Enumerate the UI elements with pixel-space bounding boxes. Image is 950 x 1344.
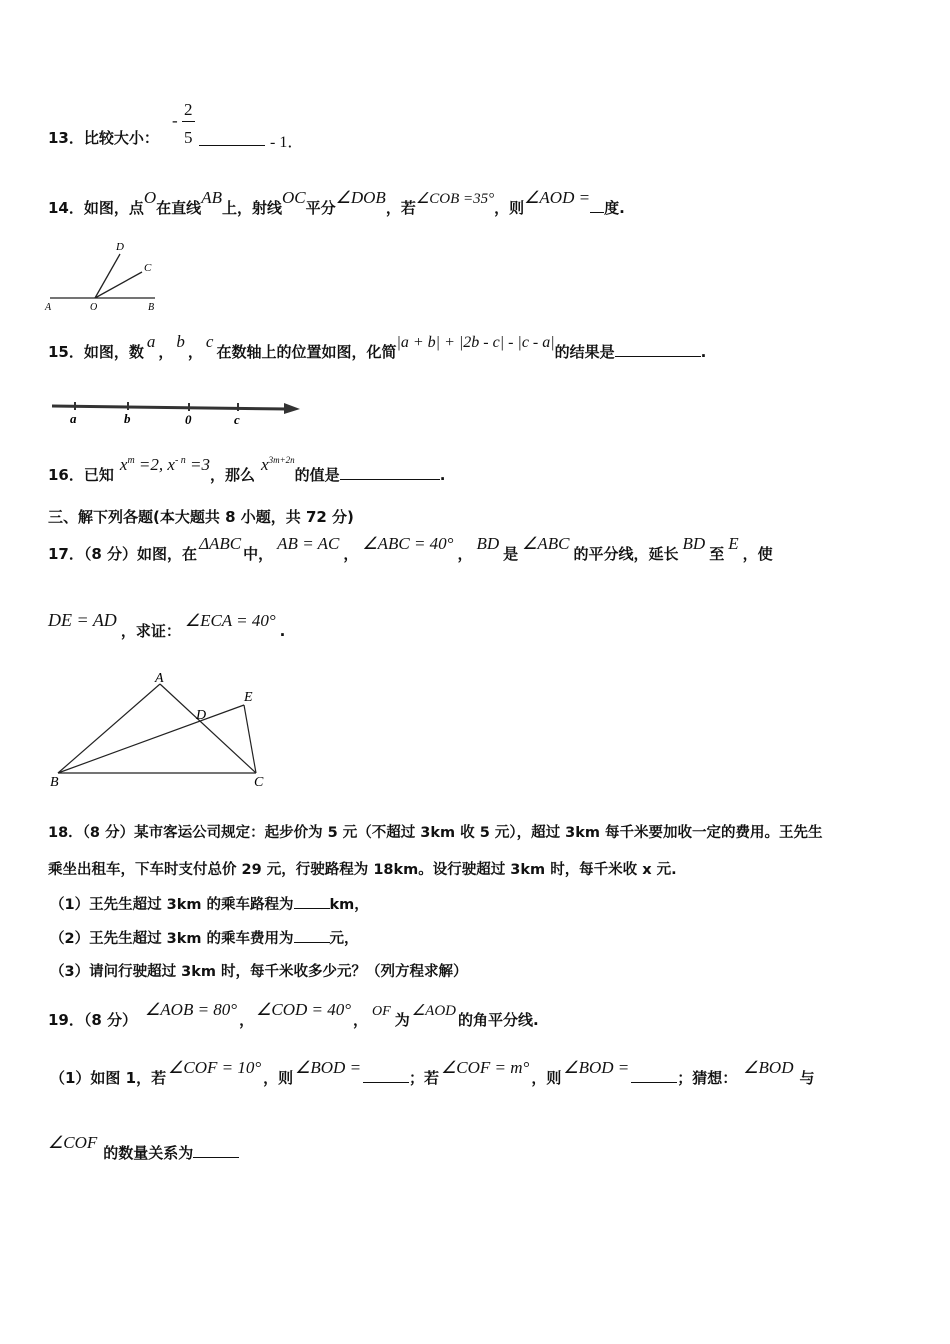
q17-side-ac [160,684,256,773]
q17-line-1 [48,534,773,564]
q13-line [48,128,159,148]
q17-text-6: ，使 [742,545,773,563]
q15-line [48,332,707,363]
q19-angle-aob: ∠AOB = 80° [145,1000,238,1019]
q15-text-2: 在数轴上的位置如图，化简 [216,343,397,361]
q19-line-3 [48,1133,239,1163]
q13-number: 13． [48,129,84,147]
q15-axis [52,406,288,409]
q18-part-1-unit: km， [329,897,369,913]
q19-blank-2[interactable] [631,1068,677,1083]
q19-points: （8 分） [83,1011,138,1029]
q15-end: . [700,343,707,361]
q13-text: 比较大小： [83,129,159,147]
q19-text-2: 的角平分线. [458,1011,539,1029]
q17-text-2: 中， [243,545,274,563]
q17-line-2 [48,610,286,641]
q19-bod-2: ∠BOD = [563,1058,630,1077]
q15-text-1: 如图，数 [83,343,144,361]
q13-frac-num: 2 [184,100,193,119]
q19-p1-text-1: （1）如图 1，若 [50,1069,167,1087]
q14-angle-dob: ∠DOB [335,188,386,207]
q14-ray-oc: OC [281,188,306,207]
section3-title: 三、解下列各题(本大题共 8 小题，共 72 分) [48,508,354,526]
q17-eq-de-ad: DE = AD [48,610,117,630]
q19-line-2 [50,1058,815,1088]
q19-p1-text-2: ，则 [263,1069,294,1087]
q19-text-1: 为 [394,1011,410,1029]
q17-triangle: ΔABC [199,534,242,553]
q14-text-7: 度. [604,199,625,217]
q17-text-1: 如图，在 [137,545,198,563]
q17-eq-ab-ac: AB = AC [277,534,340,553]
q19-p1-text-3: ；若 [409,1069,440,1087]
q19-p1-text-7: 的数量关系为 [103,1144,194,1162]
q19-blank-1[interactable] [363,1068,409,1083]
q15-expression: |a + b| + |2b - c| - |c - a| [396,334,555,351]
q17-comma-2: ， [457,545,473,563]
q17-label-a: A [155,671,164,686]
q17-goal: ∠ECA = 40° [184,611,276,630]
q19-angle-cod: ∠COD = 40° [256,1000,352,1019]
q15-var-a: a [146,332,156,351]
q17-text-3: 是 [503,545,519,563]
q19-comma-1: ， [239,1011,255,1029]
q16-cond-exp-2: - n [174,455,186,466]
q18-part-1-text: （1）王先生超过 3km 的乘车路程为 [50,897,294,913]
q16-base: x [261,455,269,474]
q16-end: . [439,466,446,484]
q19-cof-m: ∠COF = m° [441,1058,530,1077]
q18-line-1: 18．（8 分）某市客运公司规定：起步价为 5 元（不超过 3km 收 5 元），超过 3km 每千米要加收一定的费用。王先生 [48,825,823,841]
q17-segment-be [58,705,244,773]
q18-part-3: （3）请问行驶超过 3km 时，每千米收多少元？（列方程求解） [50,964,468,980]
q16-power [261,455,295,474]
q15-text-3: 的结果是 [554,343,615,361]
q14-answer-blank[interactable] [590,198,604,213]
q17-comma-1: ， [343,545,359,563]
q14-text-2: 在直线 [156,199,202,217]
q16-text-1: 已知 [83,466,114,484]
q17-side-ba [58,684,160,773]
q14-line [48,188,625,219]
q16-cond-end: =3 [185,455,211,474]
q17-figure [44,668,284,793]
q15-var-c: c [205,332,214,351]
q18-part-2-text: （2）王先生超过 3km 的乘车费用为 [50,931,294,947]
q14-label-b: B [148,302,155,313]
q17-angle-abc-40: ∠ABC = 40° [362,534,454,553]
q15-var-b: b [176,332,185,351]
q15-label-0: 0 [185,412,192,427]
q19-number: 19． [48,1011,84,1029]
q14-label-c: C [144,262,152,274]
q16-number: 16． [48,466,84,484]
q16-cond-mid: =2, x [134,455,175,474]
q16-exp: 3m+2n [268,455,295,465]
q14-label-d: D [116,241,124,253]
q15-label-c: c [234,412,240,427]
q16-condition [120,455,210,474]
q14-text-3: 上，射线 [221,199,282,217]
q17-label-b: B [50,775,59,790]
q19-p1-text-5: ；猜想： [677,1069,738,1087]
q14-label-a: A [45,302,52,313]
q15-sep-1: ， [158,343,174,361]
q16-cond-exp-1: m [127,455,135,466]
q19-angle-aod: ∠AOD [411,1003,457,1019]
q14-text-4: 平分 [305,199,336,217]
q17-text-4: 的平分线，延长 [573,545,679,563]
q14-cond: ∠COB =35° [415,191,495,207]
q19-bod-1: ∠BOD = [295,1058,362,1077]
q13-frac-den: 5 [184,128,193,147]
q13-neg: - [172,111,178,130]
q16-cond-base-1: x [119,455,128,474]
q19-comma-2: ， [353,1011,369,1029]
q13-answer-blank[interactable] [199,131,265,146]
q15-number-line [48,396,308,428]
q15-answer-blank[interactable] [615,342,701,357]
q19-blank-3[interactable] [193,1143,239,1158]
q14-line-ab: AB [201,188,222,207]
q17-label-d: D [196,708,207,723]
q17-bd: BD [476,534,500,553]
q14-label-o: O [90,302,98,313]
q18-line-2: 乘坐出租车，下车时支付总价 29 元，行驶路程为 18km。设行驶超过 3km 时，每千米收 x 元. [48,862,677,878]
q17-text-7: ，求证： [120,622,181,640]
q18-part-2-unit: 元， [329,931,359,947]
q17-text-5: 至 [709,545,725,563]
q14-angle-aod: ∠AOD = [524,188,591,207]
q16-line [48,455,446,485]
q16-text-3: 的值是 [294,466,340,484]
q18-part-1 [50,894,369,915]
q19-cof: ∠COF [48,1133,98,1152]
q17-angle-abc: ∠ABC [522,534,570,553]
q19-line-1 [48,1000,539,1032]
q14-number: 14． [48,199,84,217]
q17-bd-2: BD [682,534,706,553]
q19-bod-3: ∠BOD [743,1058,794,1077]
q17-number: 17． [48,545,84,563]
q17-label-e: E [244,690,253,705]
q13-frac-bar [182,121,195,122]
q18-part-2 [50,928,359,949]
q13-tail: - 1． [270,134,304,151]
q15-axis-arrow [284,403,300,414]
q17-label-c: C [254,775,264,790]
q18-part-2-blank[interactable] [294,928,330,943]
q16-answer-blank[interactable] [340,465,440,480]
q14-text-1: 如图，点 [83,199,144,217]
q17-point-e: E [728,534,739,553]
q19-of: OF [372,1004,391,1019]
q14-text-6: ，则 [494,199,525,217]
q15-label-a: a [70,411,77,426]
q14-figure [40,238,170,313]
q15-label-b: b [124,411,131,426]
q15-number: 15． [48,343,84,361]
q18-part-1-blank[interactable] [294,894,330,909]
q19-cof-10: ∠COF = 10° [168,1058,262,1077]
q17-points: （8 分） [83,545,138,563]
q17-end: . [279,622,286,640]
q16-text-2: ，那么 [210,466,256,484]
q14-point-o: O [143,188,157,207]
q19-p1-text-6: 与 [799,1069,815,1087]
q14-text-5: ，若 [385,199,416,217]
q15-sep-2: ， [187,343,203,361]
q19-p1-text-4: ，则 [531,1069,562,1087]
